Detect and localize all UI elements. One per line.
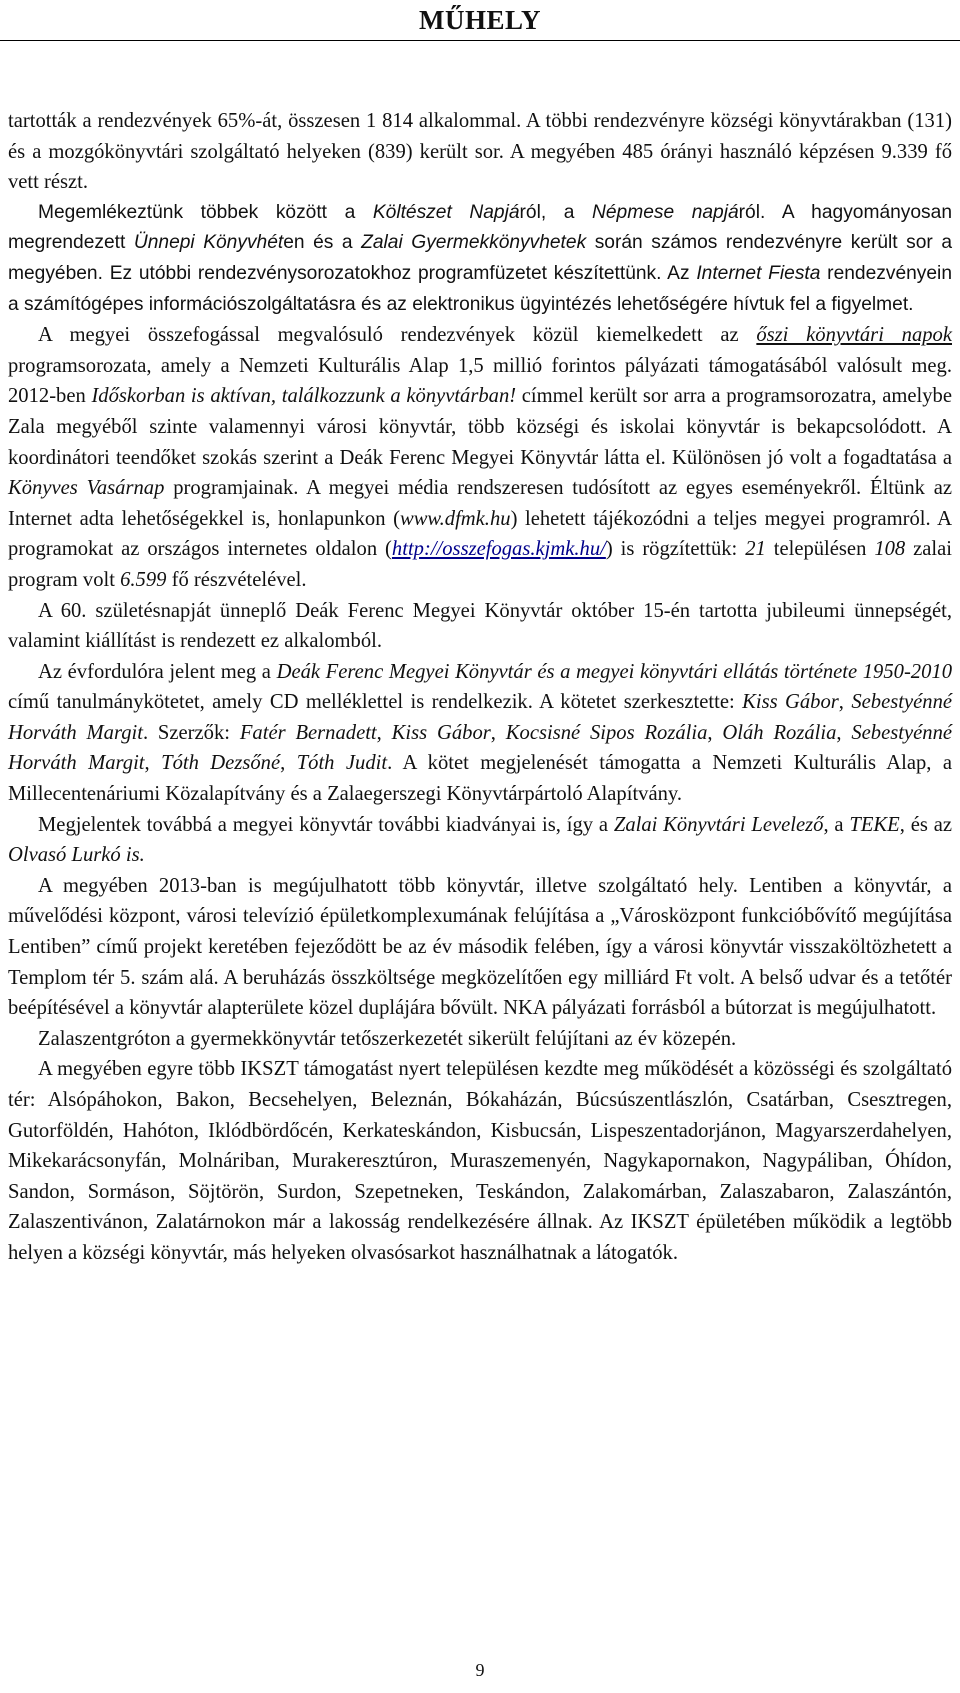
italic-text: Kiss Gábor [391, 721, 491, 744]
text-run: rendezvényein a számítógépes információszolgáltatásra és az elektronikus ügyintézés lehetőségére hívtuk fel a figyelmet. [8, 262, 952, 315]
text-run: , [376, 721, 392, 744]
text-run: ról. [738, 201, 782, 223]
text-run: tartották a rendezvények 65%-át, összesen 1 814 alkalommal. A többi rendezvényre községi könyvtárakban (131) és a mozgókönyvtári szolgáltató helyeken (839) került sor. A megyében 485 órányi használó képzésen 9.339 fő vett részt. [8, 110, 952, 194]
paragraph [8, 810, 952, 871]
italic-text: Könyves Vasárnap [8, 477, 165, 500]
italic-text: Oláh Rozália [722, 721, 837, 744]
italic-text: Tóth Judit [296, 752, 388, 775]
text-run: , [707, 721, 723, 744]
text-run: fő részvételével. [166, 568, 307, 591]
text-run: programjainak. A megyei média rendszeresen tudósított az egyes eseményekről. Éltünk az Internet adta lehetőségekkel is, honlapunkon ( [8, 477, 952, 530]
italic-text: őszi könyvtári napok [756, 324, 952, 347]
text-run: ) is rögzítettük: [605, 538, 746, 561]
italic-text: TEKE [849, 813, 900, 836]
text-run: ról, a [519, 201, 593, 223]
italic-text: Internet Fiesta [696, 262, 821, 284]
text-run: en és a [283, 232, 362, 254]
paragraph [8, 320, 952, 595]
text-run: A megyében 2013-ban is megújulhatott több könyvtár, illetve szolgáltató hely. Lentiben a könyvtár, a művelődési központ, városi televízió épületkomplexumának felújítása a „Városközpont funkcióbővítő megújítása Lentiben” című projekt keretében fejeződött be az év második felében, így a városi könyvtár visszaköltözhetett a Templom tér 5. szám alá. A beruházás összköltsége megközelítően egy milliárd Ft volt. A belső udvar és a tetőtér beépítésével a könyvtár alapterülete közel duplájára bővült. NKA pályázati forrásból a bútorzat is megújulhatott. [8, 874, 952, 1020]
text-run: . A kötet megjelenését támogatta a Nemzeti Kulturális Alap, a Millecentenáriumi Közalapítvány és a Zalaegerszegi Könyvtárpártoló Alapítvány. [8, 752, 953, 806]
text-run: , [836, 721, 852, 744]
text-run: A megyei összefogással megvalósuló rendezvények közül kiemelkedett az [38, 324, 757, 347]
text-run: A hagyományosan megrendezett [8, 201, 952, 254]
text-run: című tanulmánykötetet, amely CD melléklettel is rendelkezik. A kötetet szerkesztette: [8, 691, 743, 714]
italic-text: Zalai Gyermekkönyvhetek [361, 232, 587, 254]
italic-text: Deák Ferenc Megyei Könyvtár és a megyei könyvtári ellátás története 1950-2010 [276, 660, 952, 683]
text-run: , [838, 691, 852, 714]
italic-text: Tóth Dezsőné [161, 752, 281, 775]
header-title: MŰHELY [418, 5, 542, 35]
document-body [8, 106, 952, 1269]
text-run: A megyében egyre több IKSZT támogatást nyert településen kezdte meg működését a közösségi és szolgáltató tér: Alsópáhokon, Bakon, Becsehelyen, Beleznán, Bókaházán, Búcsúszentlászlón, Csatárban, Csesztregen, Gutorföldén, Hahóton, Iklódbördőcén, Kerkateskándon, Kisbucsán, Lispeszentadorjánon, Magyarszerdahelyen, Mikekarácsonyfán, Molnáriban, Murakeresztúron, Muraszemenyén, Nagykapornakon, Nagypáliban, Óhídon, Sandon, Sormáson, Söjtörön, Surdon, Szepetneken, Teskándon, Zalakomárban, Zalaszabaron, Zalaszántón, Zalaszentivánon, Zalatárnokon már a lakosság rendelkezésére állnak. Az IKSZT épületében működik a legtöbb helyen a községi könyvtár, más helyeken olvasósarkot használhatnak a látogatók. [8, 1058, 952, 1264]
italic-text: Olvasó Lurkó is. [8, 844, 145, 867]
text-run: , és az [899, 813, 952, 836]
italic-text: Kiss Gábor [742, 691, 839, 714]
italic-text: Költészet Napjá [372, 201, 520, 223]
text-run: zalai program volt [8, 538, 953, 591]
text-run: során számos rendezvényre került sor a megyében. Ez utóbbi rendezvénysorozatokhoz programfüzetet készítettünk. Az [8, 232, 953, 284]
paragraph [8, 871, 952, 1024]
paragraph [8, 657, 952, 810]
italic-text: 21 [745, 538, 766, 561]
italic-text: 6.599 [120, 568, 167, 591]
url-link[interactable]: http://osszefogas.kjmk.hu/ [391, 538, 606, 561]
text-run: programsorozata, amely a Nemzeti Kulturális Alap 1,5 millió forintos pályázati támogatásából valósult meg. 2012-ben [8, 354, 952, 408]
italic-text: Fatér Bernadett [239, 721, 377, 744]
italic-text: Népmese napjá [592, 201, 739, 223]
paragraph [8, 106, 952, 198]
paragraph [8, 596, 952, 657]
italic-text: 108 [874, 538, 906, 561]
italic-text: Időskorban is aktívan, találkozzunk a könyvtárban! [91, 385, 517, 408]
paragraph [8, 198, 952, 320]
italic-text: Ünnepi Könyvhét [133, 232, 284, 254]
text-run: Zalaszentgróton a gyermekkönyvtár tetőszerkezetét sikerült felújítani az év közepén. [38, 1027, 737, 1050]
italic-text: Sebestyénné Horváth Margit [8, 721, 953, 775]
text-run: , [144, 752, 162, 775]
page-header [0, 0, 960, 40]
text-run: . Szerzők: [142, 721, 240, 744]
text-run: Megjelentek továbbá a megyei könyvtár további kiadványai is, így a [38, 813, 614, 836]
header-rule [0, 40, 960, 41]
text-run: , [280, 752, 297, 775]
text-run: A 60. születésnapját ünneplő Deák Ferenc Megyei Könyvtár október 15-én tartotta jubileumi ünnepségét, valamint kiállítást is rendezett ez alkalomból. [8, 599, 952, 653]
italic-text: www.dfmk.hu [399, 507, 511, 530]
text-run: településen [765, 538, 875, 561]
page-number: 9 [475, 1660, 485, 1680]
text-run: , a [823, 813, 850, 836]
italic-text: Kocsisné Sipos Rozália [505, 721, 708, 744]
text-run: Az évfordulóra jelent meg a [38, 660, 277, 683]
italic-text: Sebestyénné Horváth Margit [8, 691, 953, 744]
italic-text: Zalai Könyvtári Levelező [613, 813, 824, 836]
text-run: Megemlékeztünk többek között a [38, 201, 373, 223]
text-run: , [490, 721, 506, 744]
text-run: ) lehetett tájékozódni a teljes megyei programról. A programokat az országos internetes oldalon ( [8, 507, 952, 561]
text-run: címmel került sor arra a programsorozatra, amelybe Zala megyéből szinte valamennyi városi könyvtár, több községi és iskolai könyvtár is bekapcsolódott. A koordinátori teendőket szokás szerint a Deák Ferenc Megyei Könyvtár látta el. Különösen jó volt a fogadtatása a [8, 385, 952, 469]
paragraph [8, 1024, 952, 1055]
paragraph [8, 1054, 952, 1268]
